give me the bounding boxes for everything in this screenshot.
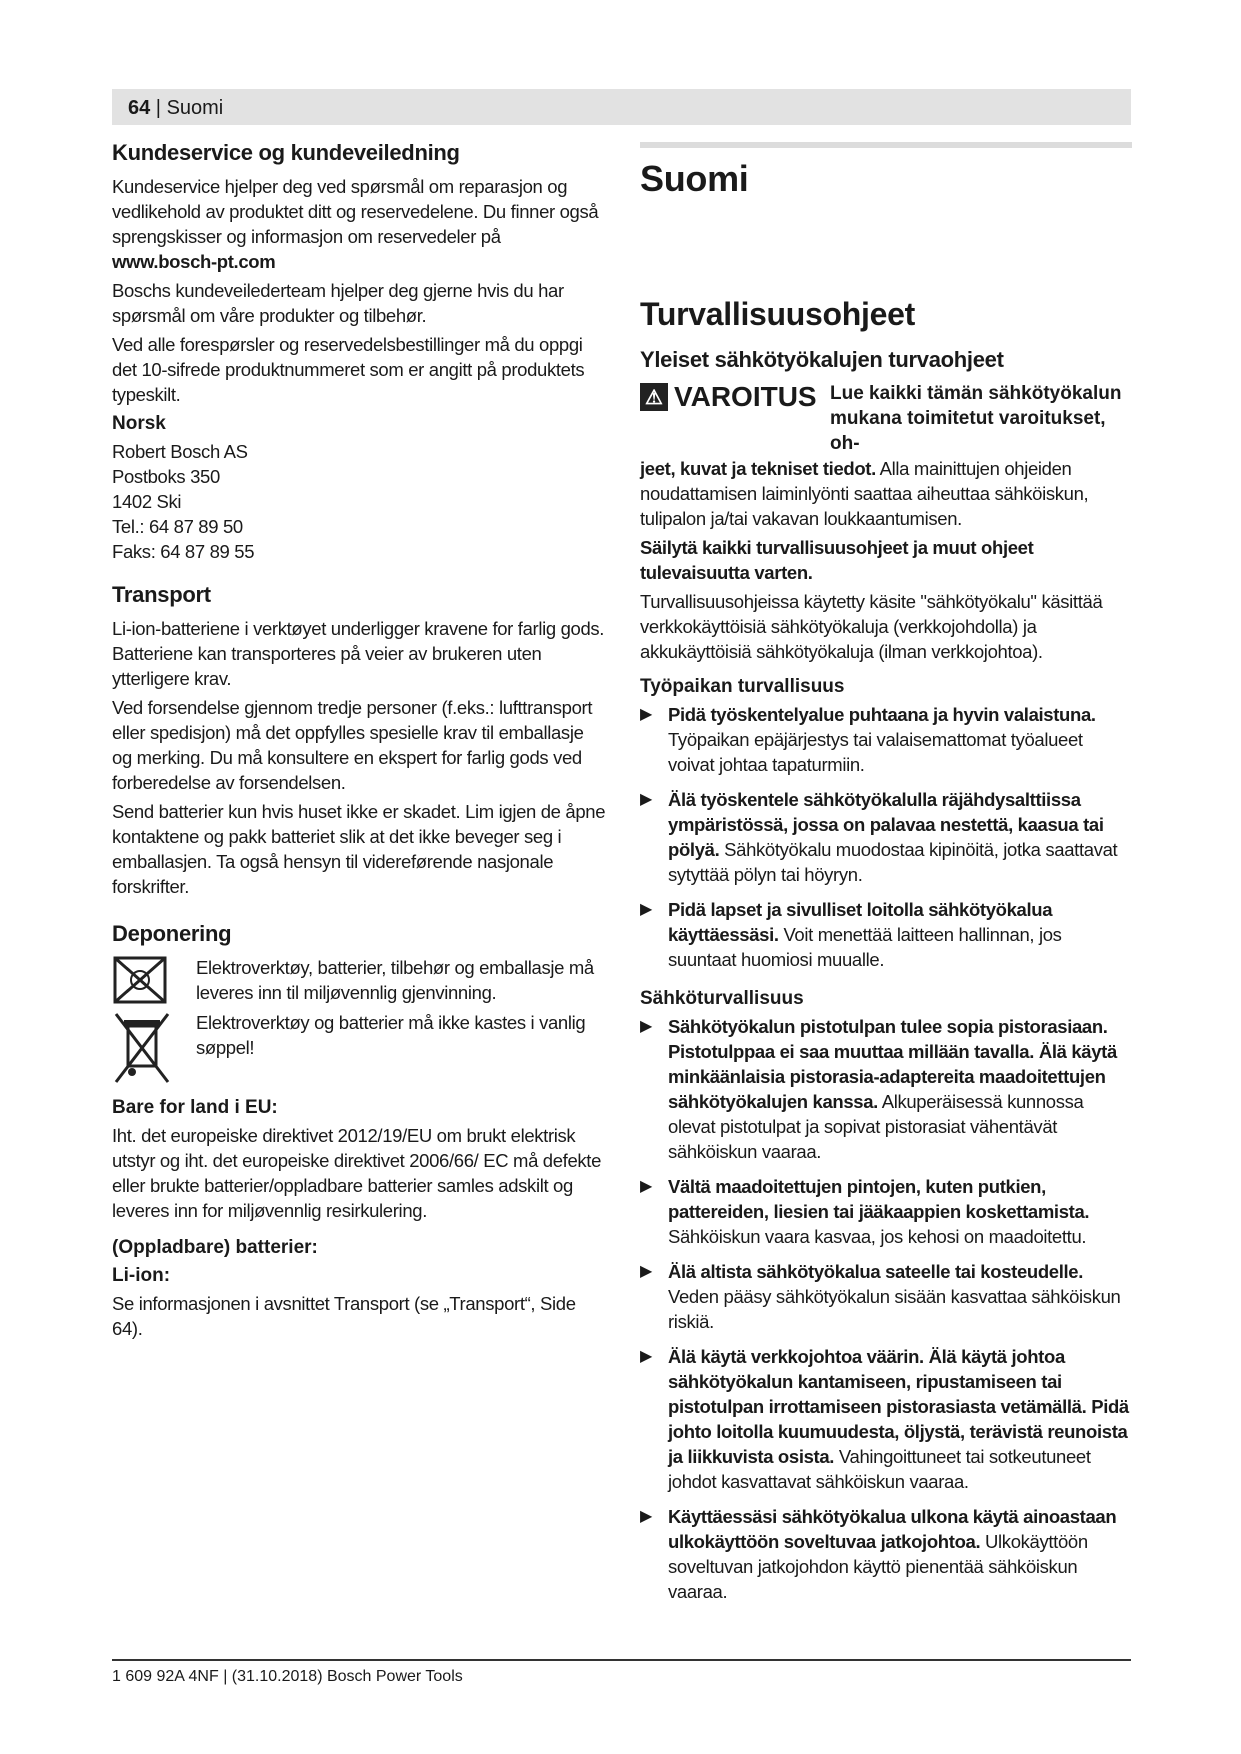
- disposal-row-recycle: [112, 955, 607, 1010]
- transport-p2: Ved forsendelse gjennom tredje personer (f.eks.: lufttransport eller spedisjon) må det oppfylles spesielle krav til emballasje og merking. Du må konsultere en ekspert for farlig gods ved forberedelse av forsendelsen.: [112, 697, 593, 793]
- bullet-triangle-icon: ▶: [640, 791, 653, 808]
- footer-rule: [112, 1659, 1131, 1661]
- recycling-packaging-icon: [112, 955, 172, 1010]
- definition-text: Turvallisuusohjeissa käytetty käsite "sähkötyökalu" käsittää verkkokäyttöisiä sähkötyökaluja (verkkojohdolla) ja akkukäyttöisiä sähkötyökaluja (ilman verkkojohtoa).: [640, 591, 1103, 662]
- list-item: ▶ Pidä työskentelyalue puhtaana ja hyvin valaistuna. Työpaikan epäjärjestys tai valaisemattomat työalueet voivat johtaa tapaturmiin.: [640, 702, 1132, 781]
- country-heading: Norsk: [112, 413, 166, 434]
- warning-text: jeet, kuvat ja tekniset tiedot. Alla mainittujen ohjeiden noudattamisen laiminlyönti saattaa aiheuttaa sähköiskun, tulipalon ja/tai vakavan loukkaantumisen.: [640, 458, 1089, 529]
- kundeservice-heading: Kundeservice og kundeveiledning: [112, 140, 460, 165]
- bullet-triangle-icon: ▶: [640, 901, 653, 918]
- address-line: 1402 Ski: [112, 491, 182, 512]
- list-item: ▶ Vältä maadoitettujen pintojen, kuten putkien, pattereiden, liesien tai jääkaappien koskettamista. Sähköiskun vaara kasvaa, jos kehosi on maadoitettu.: [640, 1174, 1132, 1253]
- suomi-title: Suomi: [640, 158, 749, 199]
- bullet-triangle-icon: ▶: [640, 1263, 653, 1280]
- list-item: ▶ Älä altista sähkötyökalua sateelle tai kosteudelle. Veden pääsy sähkötyökalun sisään kasvattaa sähköiskun riskiä.: [640, 1259, 1132, 1338]
- kundeservice-p3: Ved alle forespørsler og reservedelsbestillinger må du oppgi det 10-sifrede produktnummeret som er angitt på produktets typeskilt.: [112, 334, 585, 405]
- warning-icon: ⚠: [640, 383, 668, 411]
- liion-heading: Li-ion:: [112, 1265, 171, 1286]
- bosch-url: www.bosch-pt.com: [112, 251, 276, 272]
- bullet-triangle-icon: ▶: [640, 1178, 653, 1195]
- address-line: Faks: 64 87 89 55: [112, 541, 255, 562]
- transport-p1: Li-ion-batteriene i verktøyet underligger kravene for farlig gods. Batteriene kan transporteres på veier av brukeren uten ytterligere krav.: [112, 618, 605, 689]
- address-block: [112, 439, 607, 564]
- warning-row: [640, 381, 1132, 456]
- keep-instructions: Säilytä kaikki turvallisuusohjeet ja muut ohjeet tulevaisuutta varten.: [640, 537, 1034, 583]
- bullet-triangle-icon: ▶: [640, 1018, 653, 1035]
- transport-heading: Transport: [112, 582, 211, 607]
- safety-title: Turvallisuusohjeet: [640, 296, 915, 332]
- header-separator: |: [150, 97, 167, 119]
- kundeservice-p1: Kundeservice hjelper deg ved spørsmål om reparasjon og vedlikehold av produktet ditt og reservedelene. Du finner også sprengskisser og informasjon om reservedeler på www.bosch-pt.com: [112, 176, 599, 272]
- left-column: [112, 140, 607, 1345]
- right-column: [640, 142, 1132, 1614]
- bullet-triangle-icon: ▶: [640, 706, 653, 723]
- list-item: ▶ Pidä lapset ja sivulliset loitolla sähkötyökalua käyttäessäsi. Voit menettää laitteen hallinnan, jos suuntaat huomiosi muualle.: [640, 897, 1132, 976]
- crossed-bin-icon: [112, 1010, 172, 1091]
- list-item: ▶ Käyttäessäsi sähkötyökalua ulkona käytä ainoastaan ulkokäyttöön soveltuvaa jatkojohtoa. Ulkokäyttöön soveltuvan jatkojohdon käyttö pienentää sähköiskun vaaraa.: [640, 1504, 1132, 1608]
- footer: 1 609 92A 4NF | (31.10.2018) Bosch Power Tools: [112, 1668, 463, 1685]
- bullet-triangle-icon: ▶: [640, 1348, 653, 1365]
- disposal-row-bin: [112, 1010, 607, 1091]
- general-safety-heading: Yleiset sähkötyökalujen turvaohjeet: [640, 347, 1004, 372]
- list-item: ▶ Älä käytä verkkojohtoa väärin. Älä käytä johtoa sähkötyökalun kantamiseen, ripustamiseen tai pistotulpan irrottamiseen pistorasiasta vetämällä. Pidä johto loitolla kuumuudesta, öljystä, terävistä reunoista ja liikkuvista osista. Vahingoittuneet tai sotkeutuneet johdot kasvattavat sähköiskun vaaraa.: [640, 1344, 1132, 1498]
- transport-p3: Send batterier kun hvis huset ikke er skadet. Lim igjen de åpne kontaktene og pakk batteriet slik at det ikke beveger seg i emballasjen. Ta også hensyn til videreførende nasjonale forskrifter.: [112, 801, 606, 897]
- deponering-heading: Deponering: [112, 921, 232, 946]
- kundeservice-p2: Boschs kundeveilederteam hjelper deg gjerne hvis du har spørsmål om våre produkter og tilbehør.: [112, 280, 564, 326]
- bullet-triangle-icon: ▶: [640, 1508, 653, 1525]
- eu-text: Iht. det europeiske direktivet 2012/19/EU om brukt elektrisk utstyr og iht. det europeiske direktivet 2006/66/ EC må defekte eller brukte batterier/oppladbare batterier samles adskilt og leveres inn for miljøvennlig resirkulering.: [112, 1125, 602, 1221]
- warning-bold-1: Lue kaikki tämän sähkötyökalun mukana toimitetut varoitukset, oh-: [830, 383, 1122, 454]
- address-line: Tel.: 64 87 89 50: [112, 516, 243, 537]
- header-section: Suomi: [166, 97, 224, 119]
- address-line: Robert Bosch AS: [112, 441, 248, 462]
- page-number: 64: [128, 97, 151, 119]
- electrical-heading: Sähköturvallisuus: [640, 988, 804, 1009]
- header-bar: [112, 89, 1131, 125]
- list-item: ▶ Älä työskentele sähkötyökalulla räjähdysalttiissa ympäristössä, jossa on palavaa nestettä, kaasua tai pölyä. Sähkötyökalu muodostaa kipinöitä, jotka saattavat sytyttää pölyn tai höyryn.: [640, 787, 1132, 891]
- list-item: ▶ Sähkötyökalun pistotulpan tulee sopia pistorasiaan. Pistotulppaa ei saa muuttaa millään tavalla. Älä käytä minkäänlaisia pistorasia-adaptereita maadoitettujen sähkötyökalujen kanssa. Alkuperäisessä kunnossa olevat pistotulpat ja sopivat pistorasiat vähentävät sähköiskun vaaraa.: [640, 1014, 1132, 1168]
- top-rule: [640, 142, 1132, 148]
- liion-text: Se informasjonen i avsnittet Transport (se „Transport“, Side 64).: [112, 1293, 576, 1339]
- warning-label: ⚠ VAROITUS: [640, 381, 830, 413]
- eu-heading: Bare for land i EU:: [112, 1097, 278, 1118]
- workplace-heading: Työpaikan turvallisuus: [640, 676, 845, 697]
- batteries-heading: (Oppladbare) batterier:: [112, 1237, 318, 1258]
- disposal-text-1: Elektroverktøy, batterier, tilbehør og emballasje må leveres inn til miljøvennlig gjenvinning.: [196, 957, 594, 1003]
- page-header: [128, 97, 223, 120]
- address-line: Postboks 350: [112, 466, 220, 487]
- disposal-text-2: Elektroverktøy og batterier må ikke kastes i vanlig søppel!: [196, 1012, 586, 1058]
